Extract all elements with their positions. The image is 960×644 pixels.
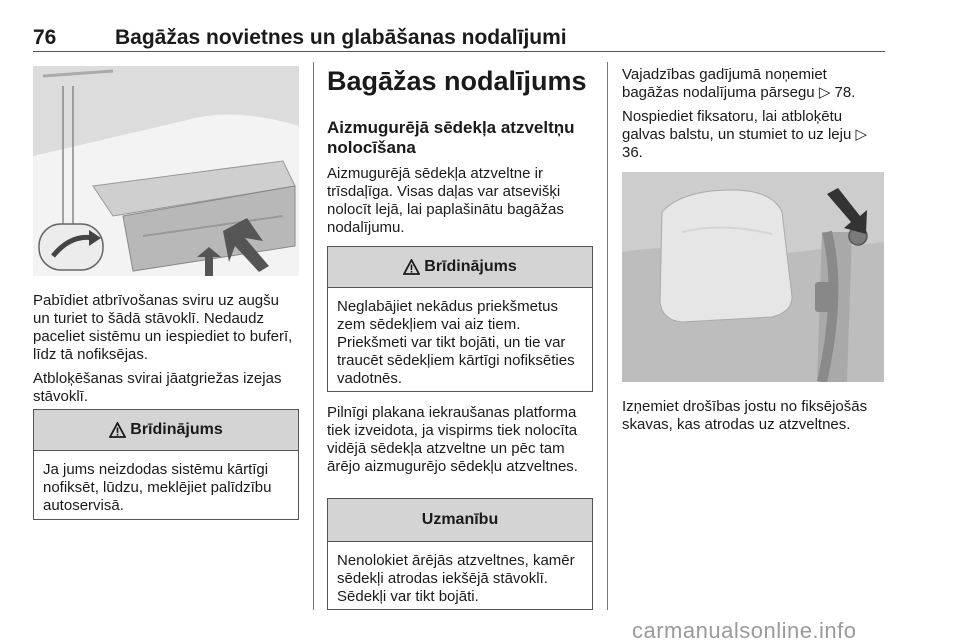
caution-text: Nenolokiet ārējās atzveltnes, kamēr sēdekļi atrodas iekšējā stāvoklī. Sēdekļi var tikt bojāti.	[337, 552, 575, 605]
page-reference[interactable]: 78.	[834, 84, 856, 101]
header-divider	[33, 51, 885, 52]
caution-title: Uzmanību	[421, 511, 499, 528]
page-reference-arrow-icon: ▷	[855, 126, 868, 143]
seat-belt-illustration	[622, 172, 884, 382]
warning-box-header	[34, 410, 298, 451]
paragraph-text: Nospiediet fiksatoru, lai atbloķētu galvas balstu, un stumiet to uz leju	[622, 108, 852, 143]
warning-box	[33, 409, 299, 520]
page-title: Bagāžas novietnes un glabāšanas nodalījumi	[115, 26, 567, 49]
page-number: 76	[33, 26, 57, 49]
warning-box-header	[328, 247, 592, 288]
warning-triangle-icon	[403, 259, 420, 275]
column-3-text	[622, 66, 887, 168]
instruction-paragraph: Pabīdiet atbrīvošanas sviru uz augšu un turiet to šādā stāvoklī. Nedaudz paceliet sistēmu un iespiediet to buferī, līdz tā nofiksējas.	[33, 292, 293, 363]
page-reference-arrow-icon: ▷	[818, 84, 831, 101]
instruction-paragraph: Izņemiet drošības jostu no fiksējošās skavas, kas atrodas uz atzveltnes.	[622, 398, 868, 433]
column-divider-2	[607, 62, 608, 610]
warning-box	[327, 246, 593, 392]
caution-box	[327, 498, 593, 610]
paragraph-text: Vajadzības gadījumā noņemiet bagāžas nodalījuma pārsegu	[622, 66, 827, 101]
subsection-heading: Aizmugurējā sēdekļa atzveltņu nolocīšana	[327, 118, 575, 157]
warning-title: Brīdinājums	[424, 258, 517, 275]
column-1-text	[33, 292, 299, 412]
column-2-intro	[327, 165, 593, 243]
seat-belt-drawing	[622, 172, 884, 382]
warning-triangle-icon	[109, 422, 126, 438]
warning-text: Neglabājiet nekādus priekšmetus zem sēdekļiem vai aiz tiem. Priekšmeti var tikt bojāti, un tie var traucēt sēdekļiem kārtīgi nofiksēties vadotnēs.	[337, 298, 575, 387]
intro-paragraph: Aizmugurējā sēdekļa atzveltne ir trīsdaļīga. Visas daļas var atsevišķi nolocīt lejā, lai paplašinātu bagāžas nodalījumu.	[327, 165, 564, 236]
release-lever-illustration	[33, 66, 299, 276]
page-reference[interactable]: 36.	[622, 144, 643, 161]
instruction-paragraph: Pilnīgi plakana iekraušanas platforma tiek izveidota, ja vispirms tiek nolocīta vidējā sēdekļa atzveltne un pēc tam ārējo aizmugurējo sēdekļu atzveltnes.	[327, 404, 578, 475]
release-lever-drawing	[33, 66, 299, 276]
warning-text: Ja jums neizdodas sistēmu kārtīgi nofiksēt, lūdzu, meklējiet palīdzību autoservisā.	[43, 461, 272, 514]
section-heading: Bagāžas nodalījums	[327, 66, 587, 96]
instruction-paragraph	[622, 66, 887, 102]
column-divider-1	[313, 62, 314, 610]
watermark: carmanualsonline.info	[632, 618, 857, 643]
caution-box-header	[328, 499, 592, 542]
instruction-paragraph	[622, 108, 887, 162]
warning-title: Brīdinājums	[130, 421, 223, 438]
instruction-paragraph: Atbloķēšanas svirai jāatgriežas izejas stāvoklī.	[33, 370, 282, 405]
column-2-text	[327, 404, 593, 482]
column-3-text-lower	[622, 398, 887, 440]
